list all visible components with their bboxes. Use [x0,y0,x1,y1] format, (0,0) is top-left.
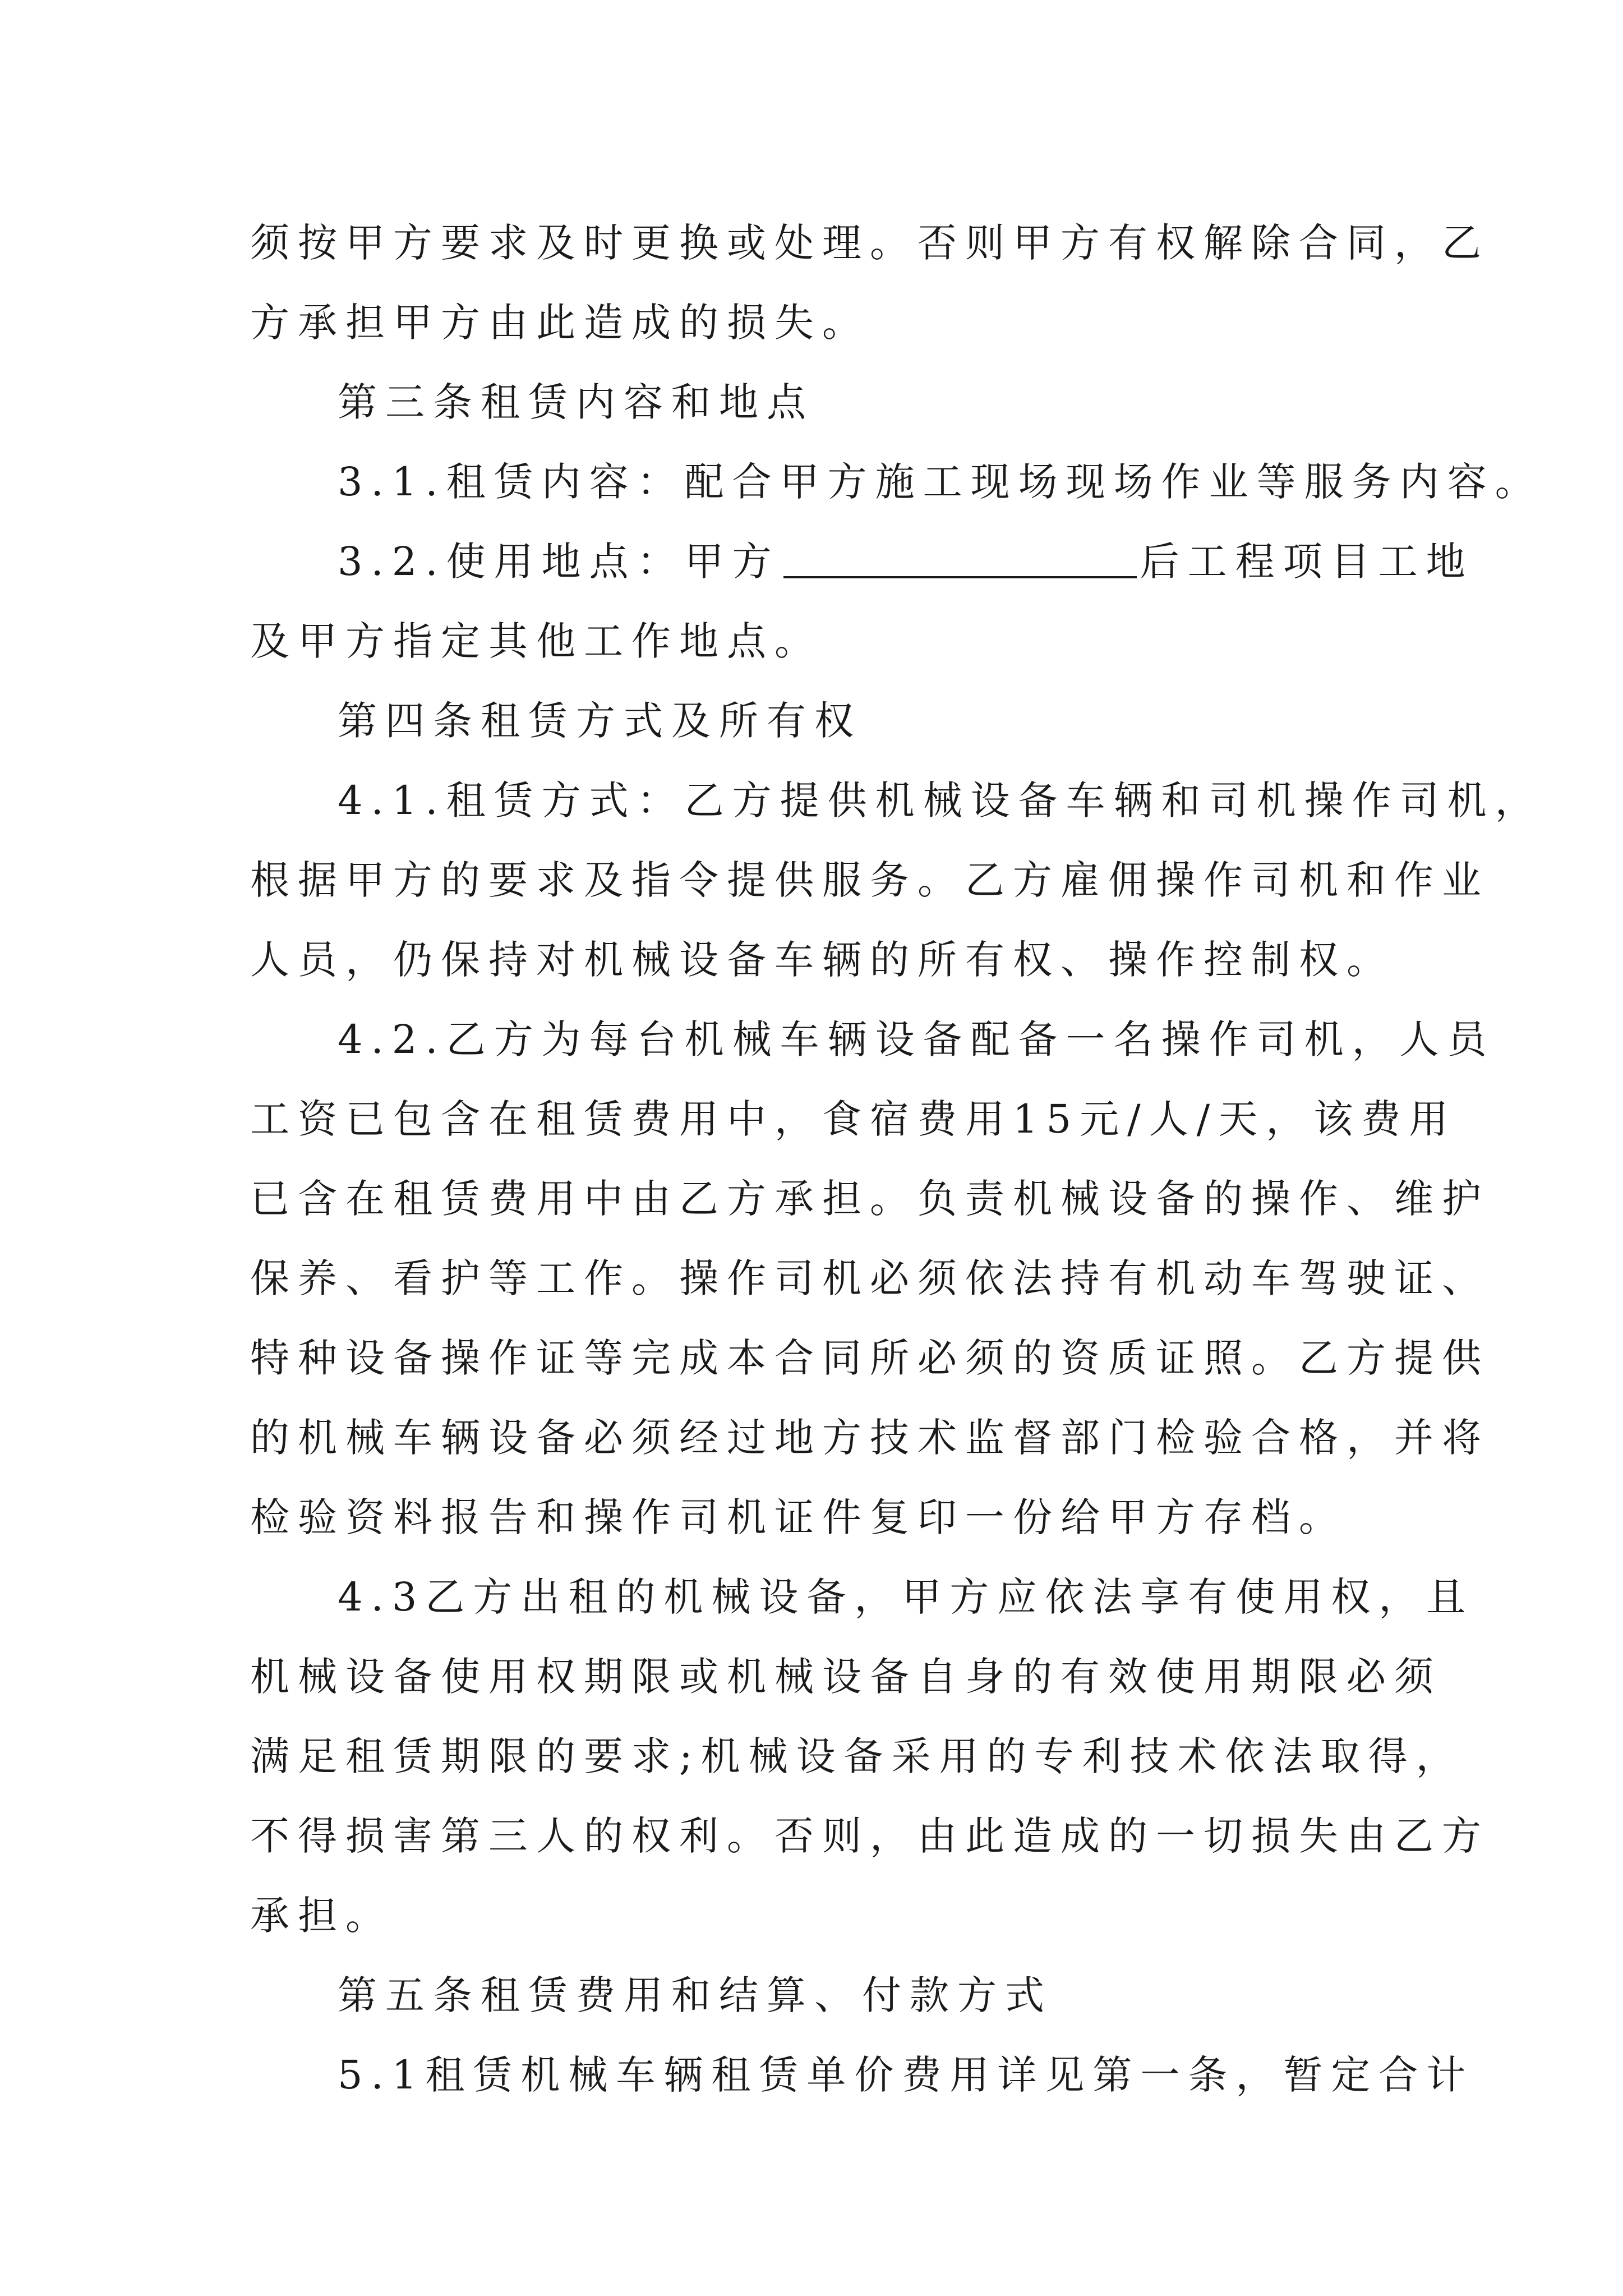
section-heading-5: 第五条租赁费用和结算、付款方式 [338,1972,1053,2018]
text-line-15: 特种设备操作证等完成本合同所必须的资质证照。乙方提供 [250,1335,1490,1381]
text-line-22: 承担。 [250,1893,393,1939]
clause-3-2 [338,522,1482,601]
fill-in-blank [783,542,1137,578]
clause-3-1: 3.1.租赁内容：配合甲方施工现场现场作业等服务内容。 [338,459,1543,505]
clause-4-1: 4.1.租赁方式：乙方提供机械设备车辆和司机操作司机， [338,777,1543,823]
text-line-21: 不得损害第三人的权利。否则，由此造成的一切损失由乙方 [250,1813,1490,1859]
clause-5-1: 5.1租赁机械车辆租赁单价费用详见第一条，暂定合计 [338,2052,1474,2098]
clause-4-2: 4.2.乙方为每台机械车辆设备配备一名操作司机，人员 [338,1016,1495,1062]
text-line-14: 保养、看护等工作。操作司机必须依法持有机动车驾驶证、 [250,1255,1490,1301]
clause-4-3: 4.3乙方出租的机械设备，甲方应依法享有使用权，且 [338,1574,1474,1620]
text-line-1: 须按甲方要求及时更换或处理。否则甲方有权解除合同，乙 [250,220,1490,266]
section-heading-4: 第四条租赁方式及所有权 [338,698,862,744]
text-line-9: 根据甲方的要求及指令提供服务。乙方雇佣操作司机和作业 [250,857,1490,903]
text-line-20: 满足租赁期限的要求;机械设备采用的专利技术依法取得， [250,1733,1464,1779]
clause-3-2-before: 3.2.使用地点：甲方 [338,539,780,585]
section-heading-3: 第三条租赁内容和地点 [338,379,814,425]
text-line-16: 的机械车辆设备必须经过地方技术监督部门检验合格，并将 [250,1415,1490,1461]
text-line-19: 机械设备使用权期限或机械设备自身的有效使用期限必须 [250,1654,1442,1700]
text-line-10: 人员，仍保持对机械设备车辆的所有权、操作控制权。 [250,937,1394,983]
text-line-2: 方承担甲方由此造成的损失。 [250,300,870,346]
clause-3-2-after: 后工程项目工地 [1140,539,1474,585]
text-line-17: 检验资料报告和操作司机证件复印一份给甲方存档。 [250,1494,1347,1540]
text-line-6: 及甲方指定其他工作地点。 [250,618,822,664]
text-line-12: 工资已包含在租赁费用中，食宿费用15元/人/天，该费用 [250,1096,1457,1142]
text-line-13: 已含在租赁费用中由乙方承担。负责机械设备的操作、维护 [250,1176,1490,1222]
